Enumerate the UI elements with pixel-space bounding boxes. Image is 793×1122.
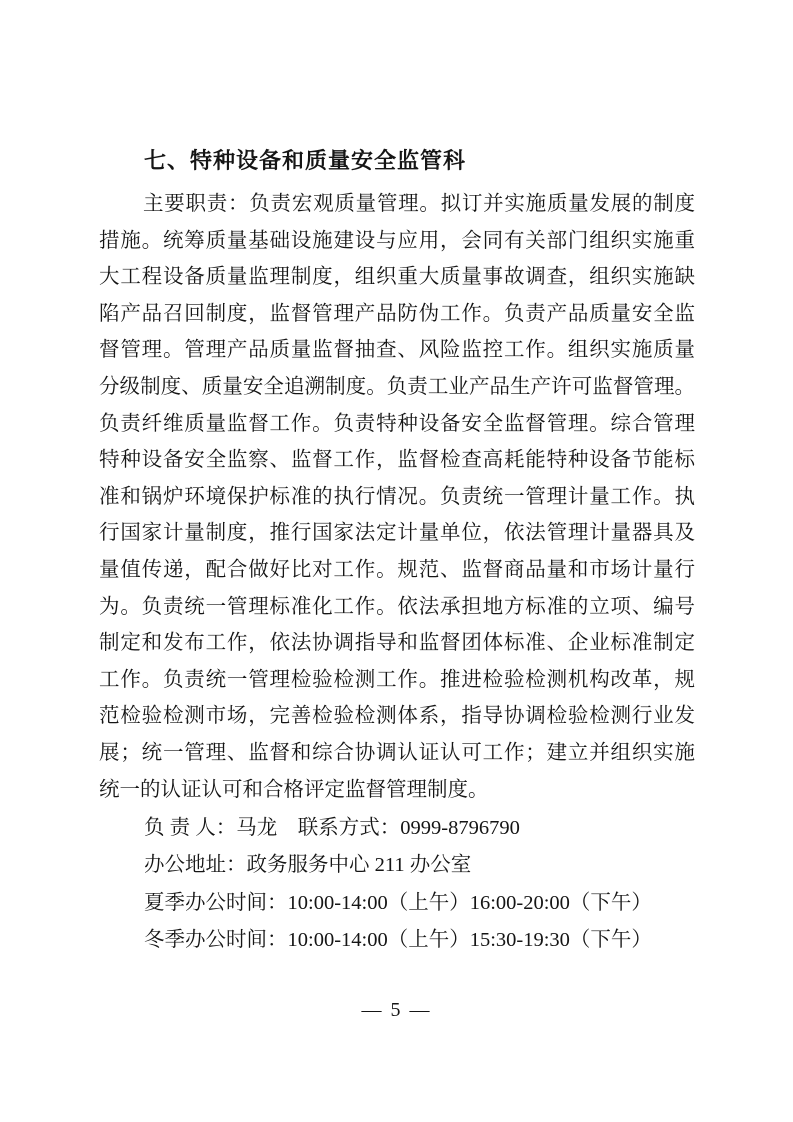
paragraph-line: 负责纤维质量监督工作。负责特种设备安全监督管理。综合管理 [99, 412, 695, 435]
paragraph-line: 大工程设备质量监理制度，组织重大质量事故调查，组织实施缺 [99, 266, 695, 289]
paragraph-line: 分级制度、质量安全追溯制度。负责工业产品生产许可监督管理。 [99, 375, 695, 398]
paragraph-line: 督管理。管理产品质量监督抽查、风险监控工作。组织实施质量 [99, 339, 695, 362]
winter-hours-line: 冬季办公时间：10:00-14:00（上午）15:30-19:30（下午） [144, 929, 652, 952]
paragraph-line: 行国家计量制度，推行国家法定计量单位，依法管理计量器具及 [99, 522, 695, 545]
office-address-line: 办公地址：政务服务中心 211 办公室 [144, 854, 472, 877]
paragraph-line: 特种设备安全监察、监督工作，监督检查高耗能特种设备节能标 [99, 449, 695, 472]
paragraph-line: 制定和发布工作，依法协调指导和监督团体标准、企业标准制定 [99, 632, 695, 655]
paragraph-line: 工作。负责统一管理检验检测工作。推进检验检测机构改革，规 [99, 668, 695, 691]
responsible-person-line: 负 责 人：马龙 联系方式：0999-8796790 [144, 817, 520, 840]
paragraph-line: 主要职责：负责宏观质量管理。拟订并实施质量发展的制度 [143, 193, 695, 215]
page-number: — 5 — [361, 999, 432, 1021]
contact-info-block [99, 810, 695, 960]
main-paragraph [99, 186, 695, 808]
paragraph-line: 为。负责统一管理标准化工作。依法承担地方标准的立项、编号 [99, 595, 695, 618]
summer-hours-line: 夏季办公时间：10:00-14:00（上午）16:00-20:00（下午） [144, 891, 652, 914]
paragraph-line: 准和锅炉环境保护标准的执行情况。负责统一管理计量工作。执 [99, 485, 695, 508]
page-content [99, 146, 695, 960]
paragraph-line: 范检验检测市场，完善检验检测体系，指导协调检验检测行业发 [99, 705, 695, 728]
paragraph-line: 量值传递，配合做好比对工作。规范、监督商品量和市场计量行 [99, 558, 695, 581]
paragraph-line: 统一的认证认可和合格评定监督管理制度。 [99, 778, 489, 801]
section-title: 七、特种设备和质量安全监管科 [144, 148, 467, 173]
paragraph-line: 陷产品召回制度，监督管理产品防伪工作。负责产品质量安全监 [99, 302, 695, 325]
paragraph-line: 措施。统筹质量基础设施建设与应用，会同有关部门组织实施重 [99, 229, 695, 252]
paragraph-line: 展；统一管理、监督和综合协调认证认可工作；建立并组织实施 [99, 741, 695, 764]
